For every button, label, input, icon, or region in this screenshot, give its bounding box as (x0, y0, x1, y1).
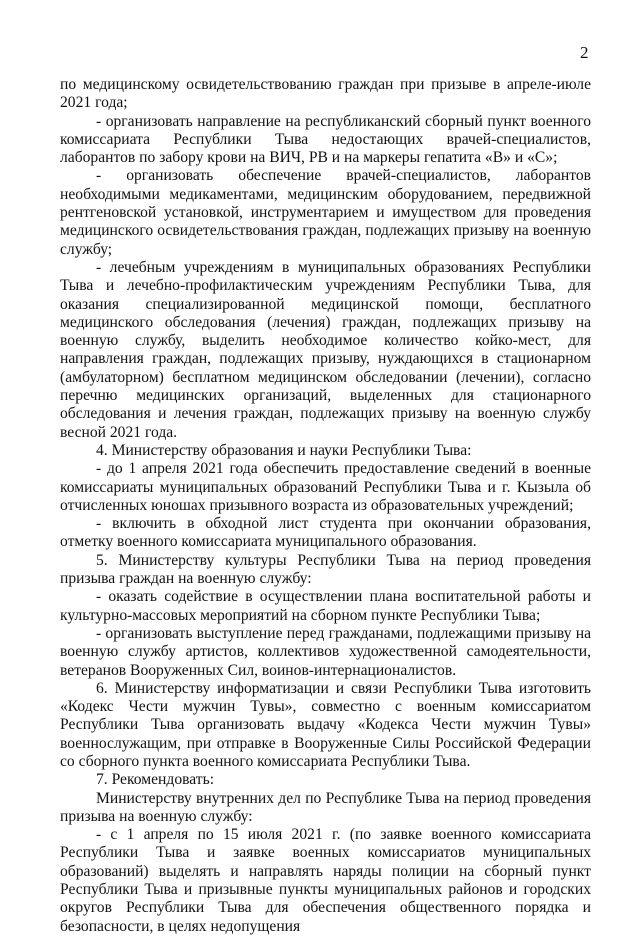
paragraph-section-6: 6. Министерству информатизации и связи Республики Тыва изготовить «Кодекс Чести мужчин Тувы», совместно с военным комиссариатом Республики Тыва организовать выдачу «Кодекса Чести мужчин Тувы» военнослужащим, при отправке в Вооруженные Силы Российской Федерации со сборного пункта военного комиссариата Республики Тыва. (60, 679, 591, 770)
paragraph-item-checkout-sheet: - включить в обходной лист студента при окончании образования, отметку военного комиссариата муниципального образования. (60, 515, 591, 551)
paragraph-item-educational-work: - оказать содействие в осуществлении плана воспитательной работы и культурно-массовых мероприятий на сборном пункте Республики Тыва; (60, 588, 591, 624)
paragraph-item-performances: - организовать выступление перед гражданами, подлежащими призыву на военную службу артистов, коллективов художественной самодеятельности, ветеранов Вооруженных Сил, воинов-интернационалистов. (60, 624, 591, 679)
paragraph-section-7-heading: 7. Рекомендовать: (96, 771, 215, 789)
page-number: 2 (580, 43, 589, 62)
paragraph-section-5-heading: 5. Министерству культуры Республики Тыва на период проведения призыва граждан на военную службу: (60, 551, 591, 588)
paragraph-ministry-internal-affairs: Министерству внутренних дел по Республике Тыва на период проведения призыва на военную службу: (60, 789, 591, 825)
paragraph-item-police-details: - с 1 апреля по 15 июля 2021 г. (по заявке военного комиссариата Республики Тыва и заявке военных комиссариатов муниципальных образований) выделять и направлять наряды полиции на сборный пункт Республики Тыва и призывные пункты муниципальных районов и городских округов Республики Тыва для обеспечения общественного порядка и безопасности, в целях недопущения (60, 826, 591, 935)
paragraph-item-expelled-students: - до 1 апреля 2021 года обеспечить предоставление сведений в военные комиссариаты муниципальных образований Республики Тыва и г. Кызыла об отчисленных юношах призывного возраста из образовательных учреждений; (60, 460, 591, 514)
document-body (60, 76, 591, 936)
paragraph-item-doctors-referral: - организовать направление на республиканский сборный пункт военного комиссариата Республики Тыва недостающих врачей-специалистов, лаборантов по забору крови на ВИЧ, РВ и на маркеры гепатита «В» и «С»; (60, 112, 591, 167)
paragraph-item-hospital-beds: - лечебным учреждениям в муниципальных образованиях Республики Тыва и лечебно-профилактическим учреждениям Республики Тыва, для оказания специализированной медицинской помощи, бесплатного медицинского обследования (лечения) граждан, подлежащих призыву на военную службу, выделить необходимое количество койко-мест, для направления граждан, подлежащих призыву, нуждающихся в стационарном (амбулаторном) бесплатном медицинском обследовании (лечении), согласно перечню медицинских организаций, выделенных для стационарного обследования и лечения граждан, подлежащих призыву на военную службу весной 2021 года. (60, 258, 591, 441)
paragraph-section-4-heading: 4. Министерству образования и науки Республики Тыва: (96, 441, 472, 459)
paragraph-item-medical-supplies: - организовать обеспечение врачей-специалистов, лаборантов необходимыми медикаментами, медицинским оборудованием, передвижной рентгеновской установкой, инструментарием и имуществом для проведения медицинского освидетельствования граждан, подлежащих призыву на военную службу; (60, 167, 591, 258)
paragraph-continuation: по медицинскому освидетельствованию граждан при призыве в апреле-июле 2021 года; (60, 76, 591, 112)
